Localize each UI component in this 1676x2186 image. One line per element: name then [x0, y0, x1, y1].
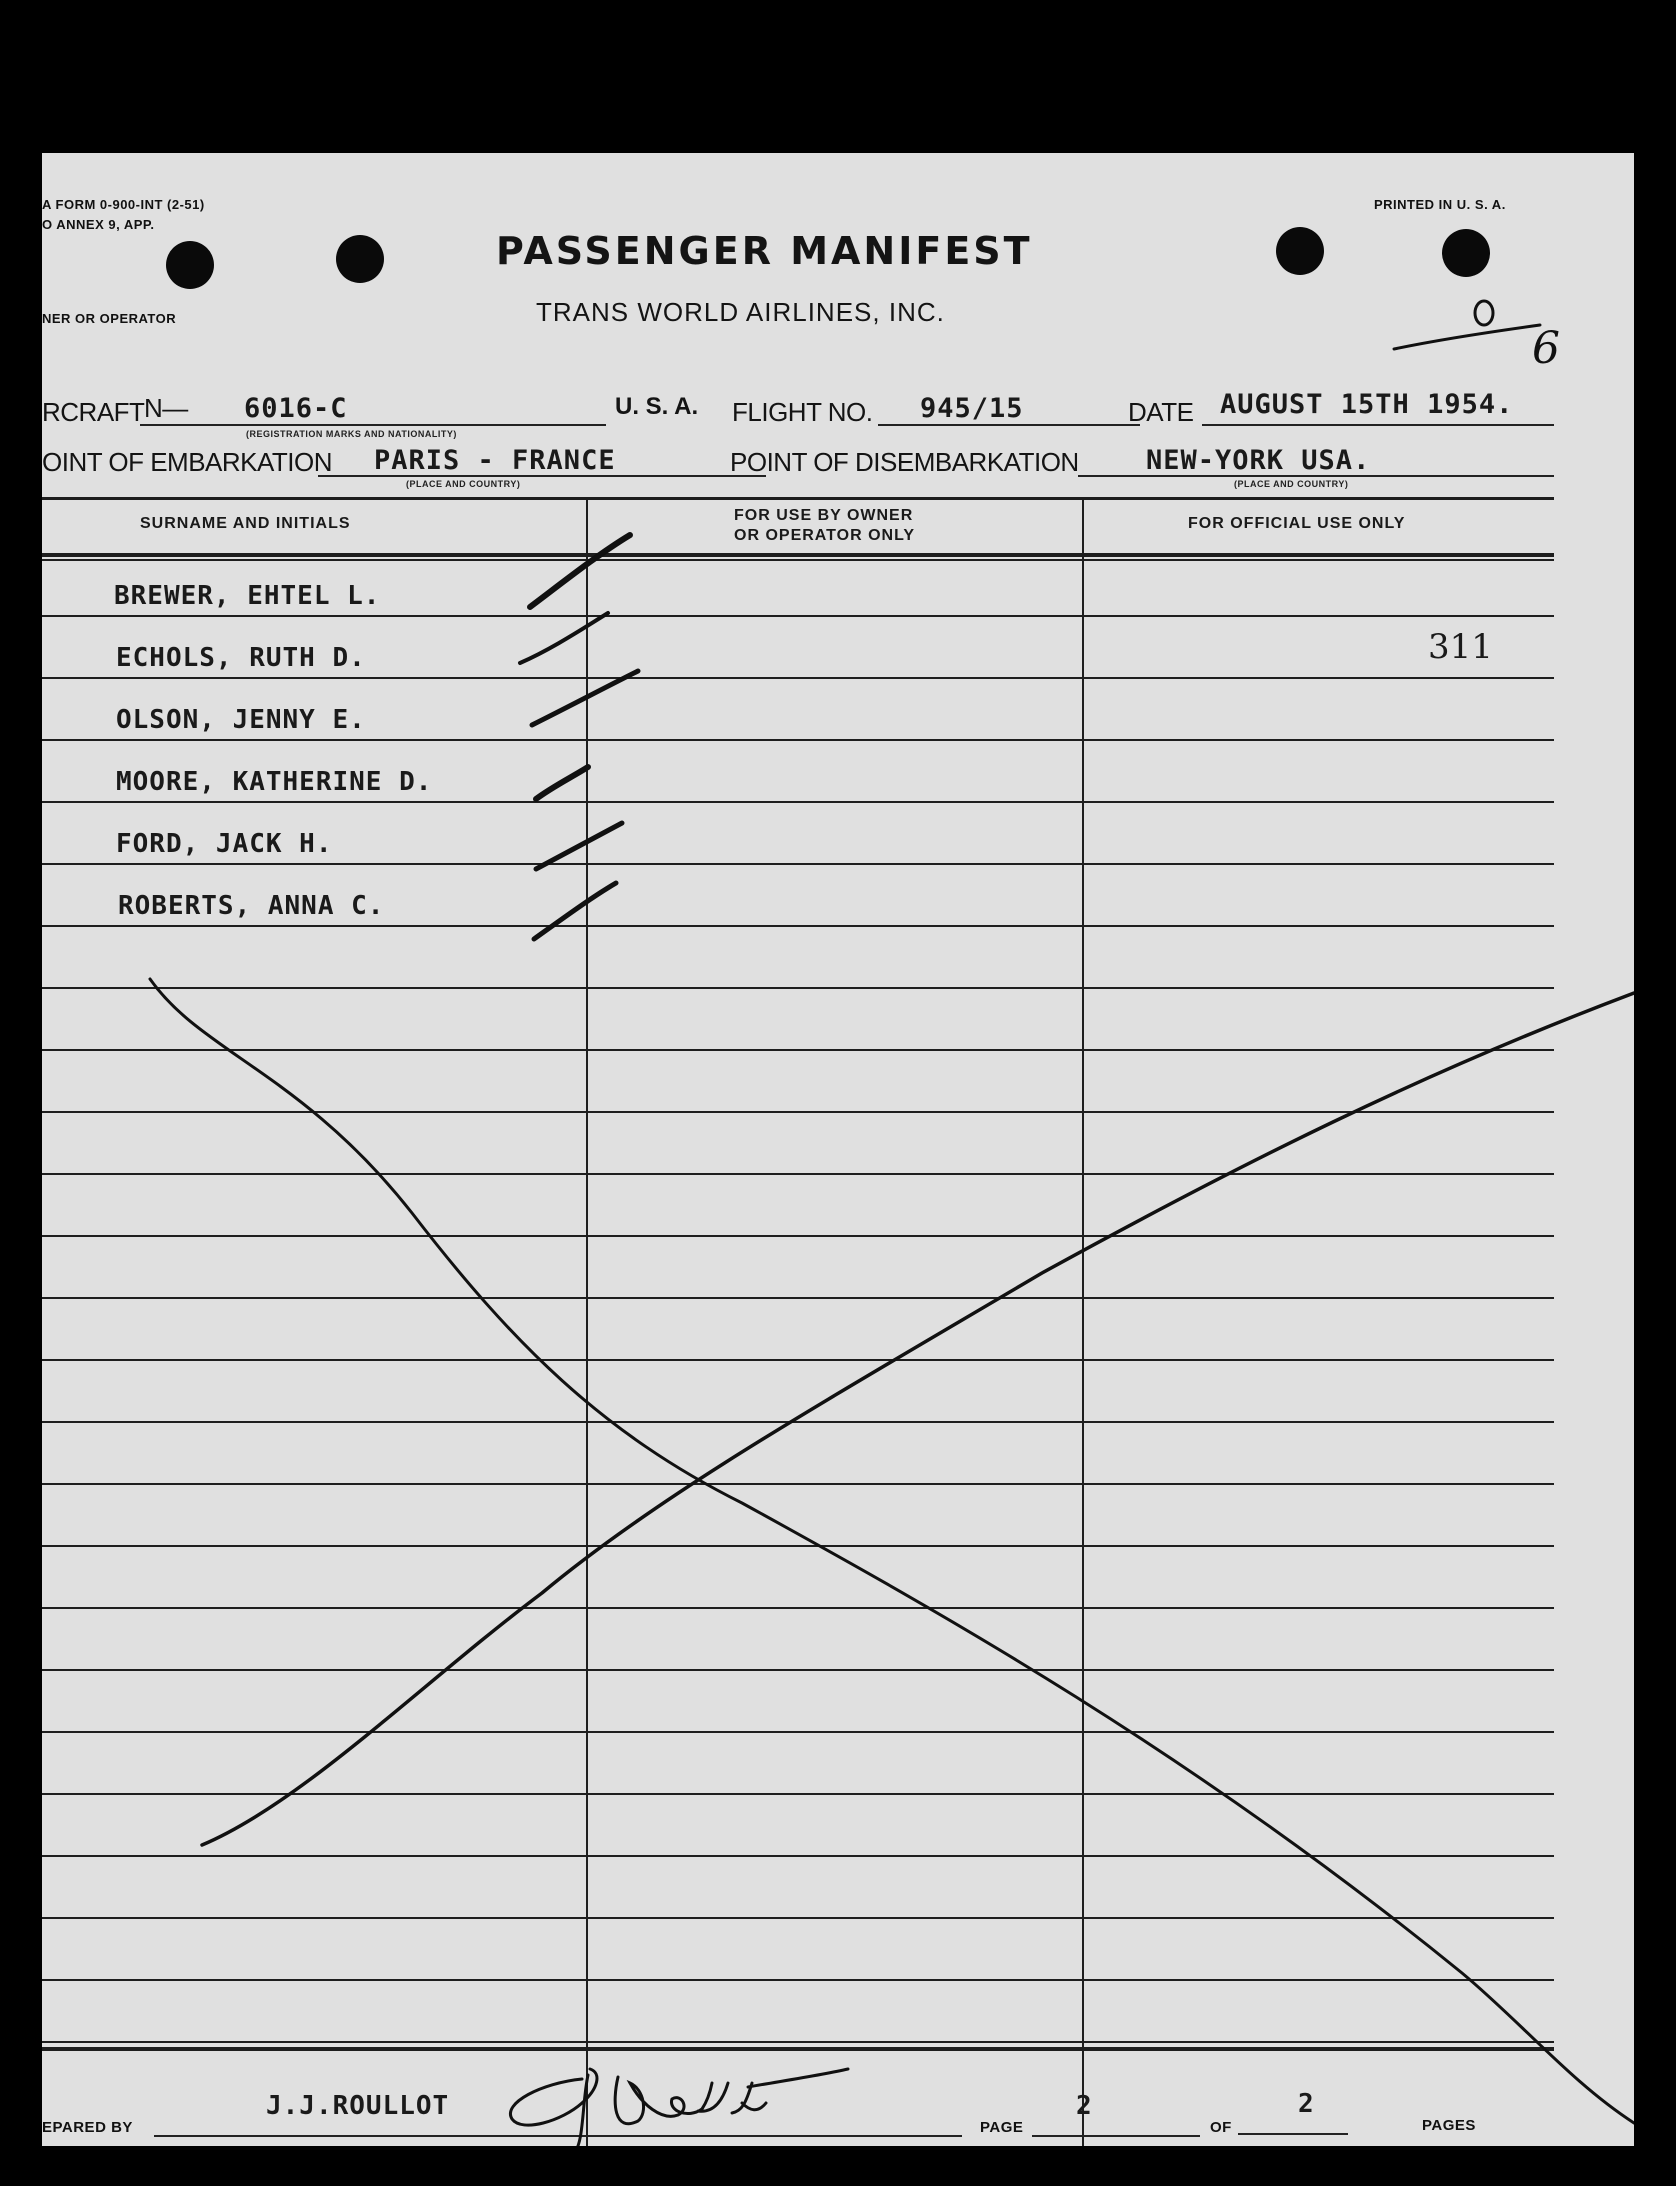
- prepared-by-label: EPARED BY: [42, 2119, 133, 2136]
- check-mark: [536, 823, 622, 869]
- embarkation-note: (PLACE AND COUNTRY): [406, 479, 521, 489]
- of-label: OF: [1210, 2119, 1232, 2136]
- printed-in-label: PRINTED IN U. S. A.: [1374, 197, 1506, 212]
- form-number: A FORM 0-900-INT (2-51): [42, 197, 205, 212]
- country-label: U. S. A.: [615, 393, 699, 420]
- ink-overlay: [42, 153, 1634, 2146]
- manifest-page: [42, 153, 1634, 2146]
- cross-out-stroke: [202, 993, 1634, 1845]
- passenger-name: ECHOLS, RUTH D.: [116, 643, 366, 673]
- check-mark: [534, 883, 616, 939]
- handwritten-mark: 6: [1532, 323, 1560, 374]
- check-mark: [536, 767, 588, 799]
- aircraft-label: RCRAFT: [42, 397, 145, 427]
- disembarkation-note: (PLACE AND COUNTRY): [1234, 479, 1349, 489]
- signature-scribble: [510, 2069, 848, 2146]
- registration-note: (REGISTRATION MARKS AND NATIONALITY): [246, 429, 457, 439]
- tally-mark: [1394, 325, 1540, 349]
- owner-column-header-1: FOR USE BY OWNER: [734, 507, 914, 524]
- page-title: PASSENGER MANIFEST: [496, 229, 1033, 273]
- official-entry: 311: [1428, 627, 1493, 667]
- date-label: DATE: [1128, 397, 1194, 427]
- passenger-name: BREWER, EHTEL L.: [114, 581, 381, 611]
- flight-value: 945/15: [920, 393, 1024, 424]
- official-column-header: FOR OFFICIAL USE ONLY: [1188, 515, 1406, 532]
- passenger-name: ROBERTS, ANNA C.: [118, 891, 385, 921]
- form-annex: O ANNEX 9, APP.: [42, 217, 155, 232]
- embarkation-value: PARIS - FRANCE: [374, 445, 616, 476]
- owner-column-header-2: OR OPERATOR ONLY: [734, 527, 916, 544]
- check-mark: [530, 535, 630, 607]
- page-label: PAGE: [980, 2119, 1024, 2136]
- owner-operator-label: NER OR OPERATOR: [42, 311, 177, 326]
- prepared-by-value: J.J.ROULLOT: [266, 2091, 450, 2121]
- embarkation-label: OINT OF EMBARKATION: [42, 447, 333, 477]
- airline-name: TRANS WORLD AIRLINES, INC.: [536, 297, 945, 327]
- passenger-name: MOORE, KATHERINE D.: [116, 767, 433, 797]
- page-value: 2: [1076, 2091, 1093, 2121]
- tally-mark: [1475, 301, 1493, 325]
- disembarkation-label: POINT OF DISEMBARKATION: [730, 447, 1079, 477]
- passenger-name: OLSON, JENNY E.: [116, 705, 366, 735]
- date-value: AUGUST 15TH 1954.: [1220, 389, 1514, 420]
- check-mark: [532, 671, 638, 725]
- passenger-name: FORD, JACK H.: [116, 829, 333, 859]
- disembarkation-value: NEW-YORK USA.: [1146, 445, 1371, 476]
- aircraft-prefix: N—: [144, 393, 188, 423]
- flight-label: FLIGHT NO.: [732, 397, 873, 427]
- surname-column-header: SURNAME AND INITIALS: [140, 515, 351, 532]
- cross-out-stroke: [150, 979, 1634, 2123]
- pages-label: PAGES: [1422, 2117, 1476, 2134]
- aircraft-value: 6016-C: [244, 393, 348, 424]
- check-mark: [520, 613, 608, 663]
- of-value: 2: [1298, 2089, 1315, 2119]
